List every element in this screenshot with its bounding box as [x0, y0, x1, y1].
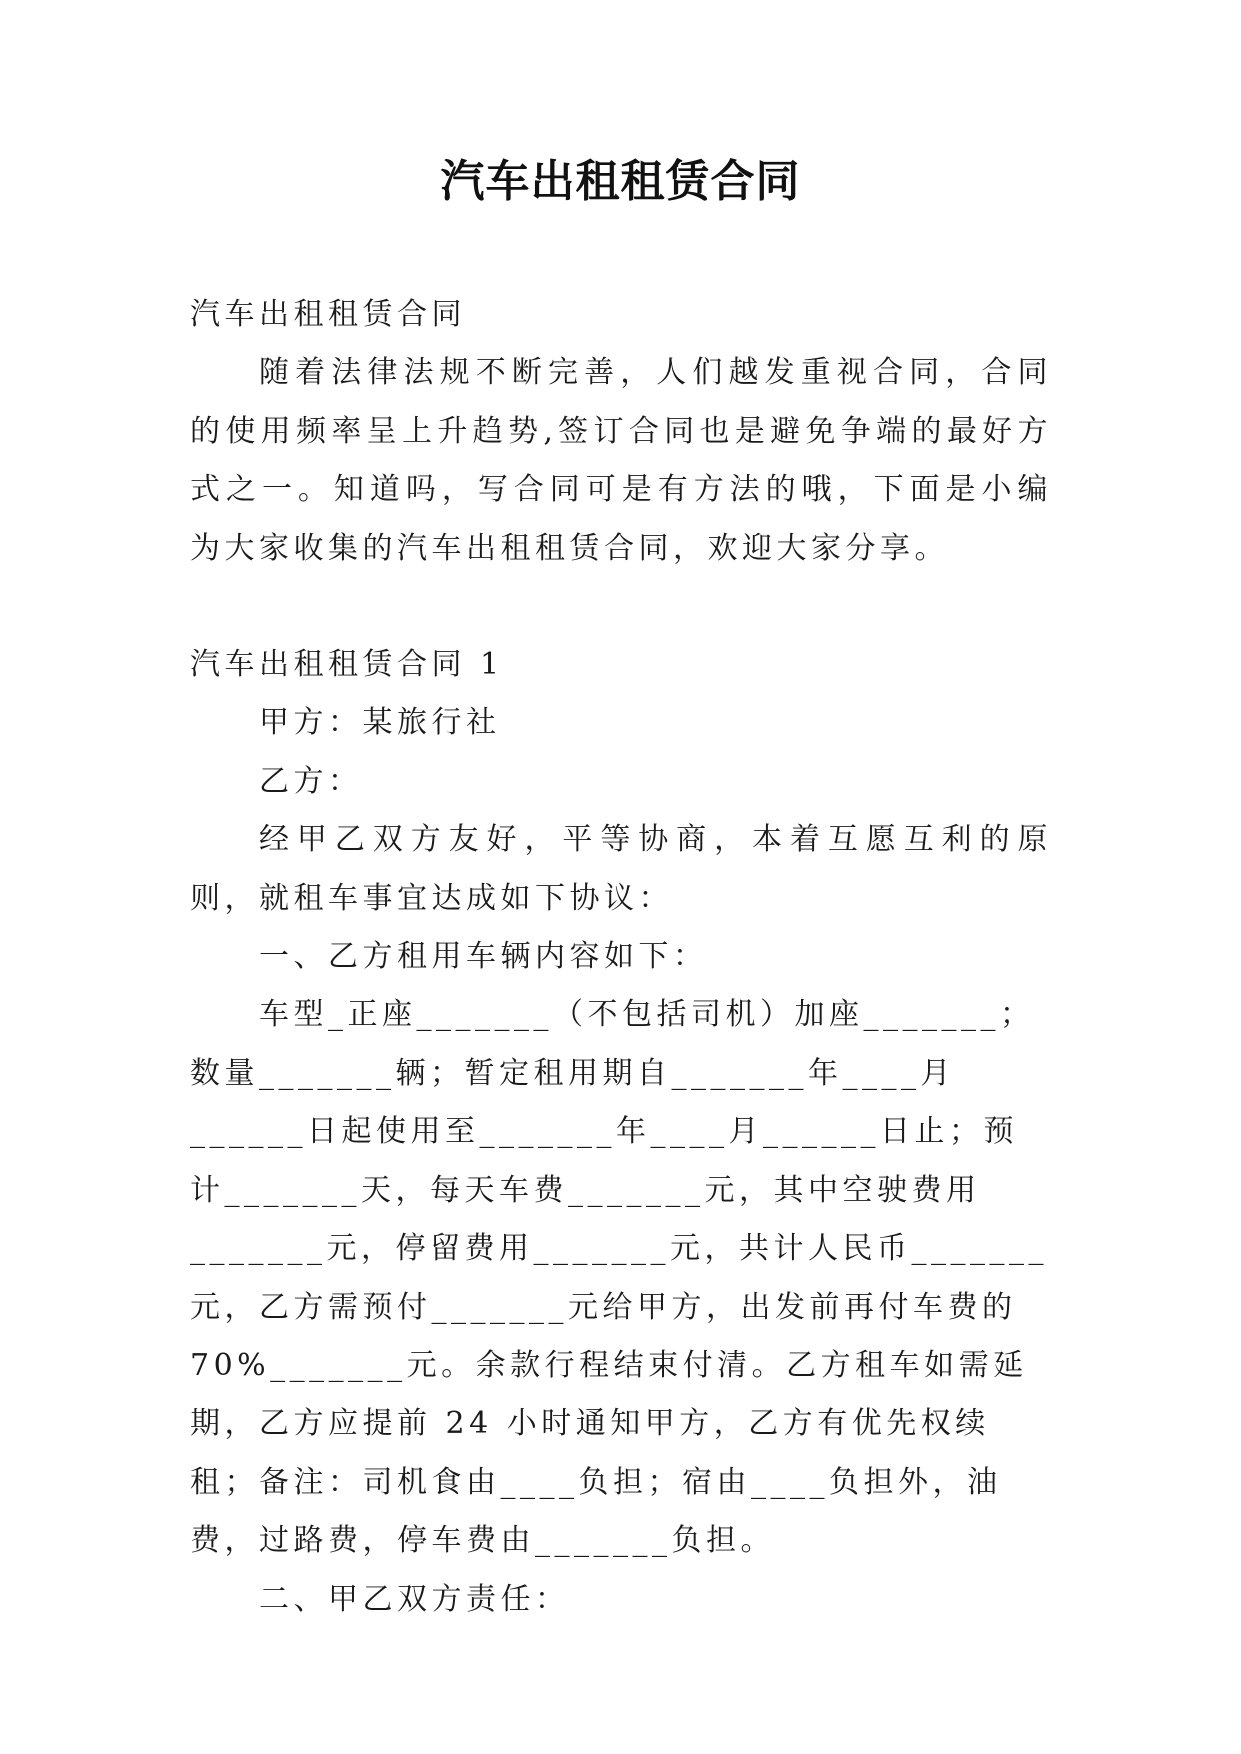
party-b-line: 乙方：	[259, 763, 363, 799]
contract-heading: 汽车出租租赁合同	[190, 297, 466, 332]
document-body	[190, 286, 1052, 1629]
party-a-line: 甲方：某旅行社	[259, 705, 501, 741]
document-title: 汽车出租租赁合同	[440, 156, 801, 207]
section-2-heading: 二、甲乙双方责任：	[259, 1581, 570, 1617]
vehicle-terms-paragraph: 车型_正座_______（不包括司机）加座_______；数量_______辆；暂定租用期自_______年____月______日起使用至_______年____月______日止；预计_______天，每天车费_______元，其中空驶费用_______元，停留费用_______元，共计人民币_______元，乙方需预付_______元给甲方，出发前再付车费的 70%_______元。余款行程结束付清。乙方租车如需延期，乙方应提前 24 小时通知甲方，乙方有优先权续租；备注：司机食由____负担；宿由____负担外，油费，过路费，停车费由_______负担。	[190, 997, 1048, 1559]
section-1-heading: 一、乙方租用车辆内容如下：	[259, 939, 708, 975]
contract-1-heading: 汽车出租租赁合同 1	[190, 647, 504, 683]
intro-paragraph: 随着法律法规不断完善，人们越发重视合同，合同的使用频率呈上升趋势,签订合同也是避免争端的最好方式之一。知道吗，写合同可是有方法的哦，下面是小编为大家收集的汽车出租租赁合同，欢迎大家分享。	[190, 355, 1052, 566]
agreement-preamble: 经甲乙双方友好，平等协商，本着互愿互利的原则，就租车事宜达成如下协议：	[190, 822, 1052, 916]
